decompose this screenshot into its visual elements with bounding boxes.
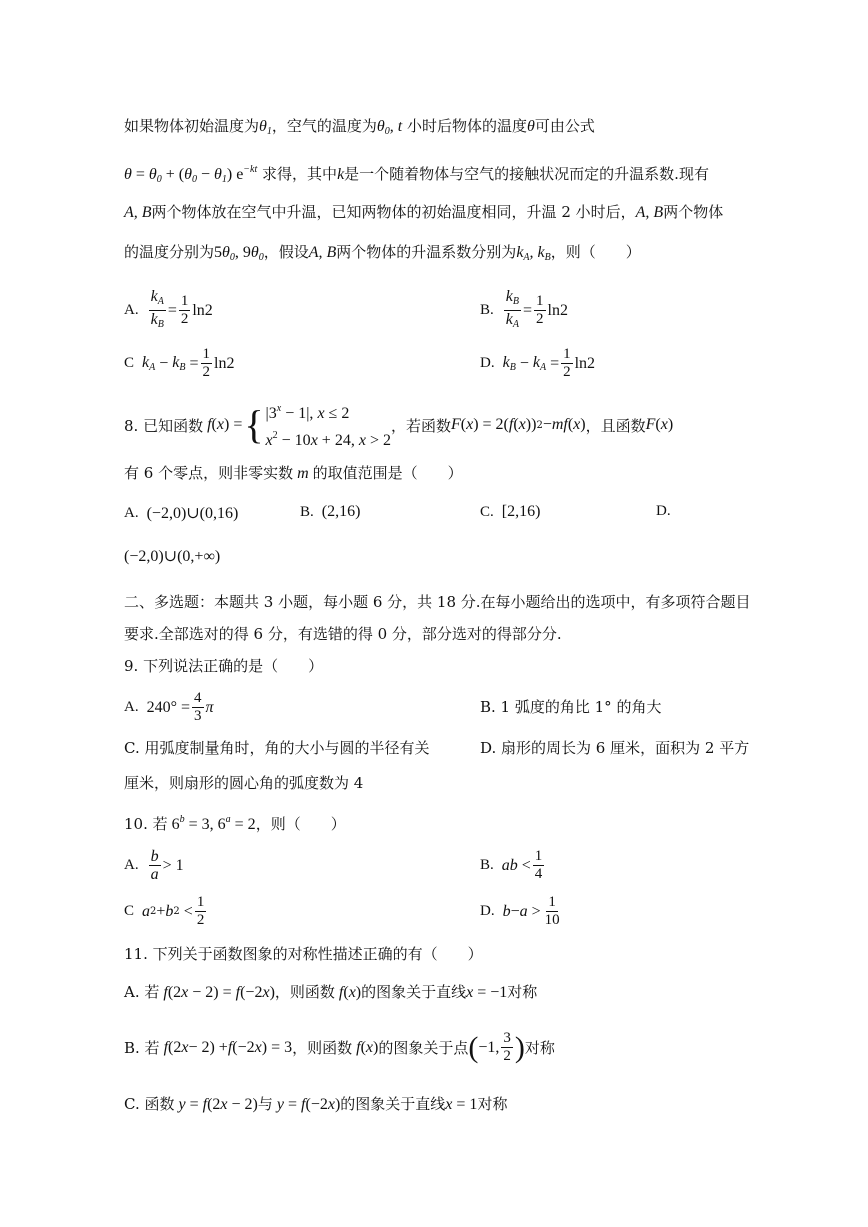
- text: ，则（ ）: [550, 243, 641, 261]
- q11-stem: 11. 下列关于函数图象的对称性描述正确的有（ ）: [124, 945, 483, 963]
- option-label: C: [124, 355, 135, 371]
- intro-line-2: $\theta = \theta_0 + (\theta_0 - \theta_1)$ $e^{-kt}$ 求得，其中k是一个随着物体与空气的接触状况而定的升温系数.现有: [124, 164, 709, 185]
- text: 与: [257, 1095, 273, 1113]
- option-label: D.: [656, 503, 671, 519]
- text: ，若函数: [390, 416, 451, 435]
- option-label: C: [124, 903, 135, 919]
- q10-stem: 10. 若 $6^b = 3$, $6^a = 2$，则（ ）: [124, 814, 346, 833]
- q10-option-b: B. ab < $\frac{1}{4}$: [480, 848, 543, 882]
- intro-line-4: 的温度分别为$5\theta_0$, $9\theta_0$，假设A, B两个物体的升温系数分别为$k_A$, $k_B$，则（ ）: [124, 243, 641, 263]
- q9-stem: 9. 下列说法正确的是（ ）: [124, 657, 324, 675]
- intro-line-3: A, B两个物体放在空气中升温，已知两物体的初始温度相同，升温 2 小时后，A, B两个物体: [124, 203, 724, 221]
- q9-option-b: B. 1 弧度的角比 1° 的角大: [480, 698, 662, 716]
- text: ，则函数: [292, 1039, 353, 1057]
- q10-option-d: D. b − a > $\frac{1}{10}$: [480, 894, 560, 928]
- text: 小时后物体的温度: [406, 117, 527, 135]
- option-label: C.: [480, 503, 494, 520]
- text: 有 6 个零点，则非零实数: [124, 464, 294, 482]
- text: 的图象关于直线: [340, 1095, 446, 1113]
- option-label: D.: [480, 903, 495, 919]
- q9-option-a: A. 240° = $\frac{4}{3}$ π: [124, 690, 214, 724]
- text: 求得，其中: [262, 165, 338, 183]
- option-label: B.: [480, 302, 494, 318]
- option-label: A.: [124, 857, 139, 873]
- q7-option-a: A. $\frac{k_A}{k_B}$ = $\frac{1}{2}$ ln2: [124, 288, 213, 330]
- option-label: A.: [124, 302, 139, 318]
- q9-option-d: D. 扇形的周长为 6 厘米，面积为 2 平方: [480, 739, 750, 757]
- text: 8. 已知函数: [124, 416, 204, 435]
- text: 的温度分别为: [124, 243, 215, 261]
- q9-option-c: C. 用弧度制量角时，角的大小与圆的半径有关: [124, 739, 430, 757]
- text: ，空气的温度为: [271, 117, 377, 135]
- option-label: B.: [300, 503, 314, 520]
- text: ，且函数: [585, 416, 646, 435]
- q8-option-a: A. (−2,0)∪(0,16): [124, 504, 239, 522]
- text: C. 函数: [124, 1095, 175, 1113]
- text: ，假设: [263, 243, 309, 261]
- q8-stem: 8. 已知函数 f ( x ) = { $|3^x - 1|$, x ≤ 2 $x^2 - 10x + 24$, x > 2 ，若函数 F ( x ) = 2( f ( x )) 2 − mf ( x ) ，且函数 F ( x ): [124, 402, 674, 449]
- q8-option-c: C. [2,16): [480, 503, 541, 520]
- text: 的取值范围是（ ）: [312, 464, 463, 482]
- text: ，则函数: [274, 983, 335, 1001]
- q8-stem-2: 有 6 个零点，则非零实数 m 的取值范围是（ ）: [124, 464, 463, 482]
- text: 两个物体的升温系数分别为: [336, 243, 517, 261]
- q9-option-d-cont: 厘米，则扇形的圆心角的弧度数为 4: [124, 774, 364, 792]
- q8-option-d: [656, 503, 679, 520]
- text: 可由公式: [534, 117, 595, 135]
- text: 是一个随着物体与空气的接触状况而定的升温系数.现有: [344, 165, 709, 183]
- q10-option-a: A. $\frac{b}{a}$ > 1: [124, 848, 184, 883]
- q10-option-c: C a 2 + b 2 < $\frac{1}{2}$: [124, 894, 205, 928]
- text: B. 若: [124, 1039, 160, 1057]
- q8-option-d-value: (−2,0)∪(0,+∞): [124, 548, 221, 565]
- text: 对称: [477, 1095, 508, 1113]
- intro-line-1: 如果物体初始温度为$\theta_1$，空气的温度为$\theta_0$, t 小时后物体的温度θ可由公式: [124, 117, 595, 137]
- section2-line-2: 要求.全部选对的得 6 分，有选错的得 0 分，部分选对的得部分分.: [124, 625, 562, 643]
- text: A. 若: [124, 983, 160, 1001]
- q8-option-b: B. (2,16): [300, 503, 361, 520]
- text: 对称: [507, 983, 538, 1001]
- text: 的图象关于直线: [361, 983, 467, 1001]
- text: 两个物体: [663, 203, 724, 221]
- option-label: B.: [480, 857, 494, 873]
- q7-option-d: D. $k_B$ − $k_A$ = $\frac{1}{2}$ ln2: [480, 346, 596, 380]
- text: 10. 若: [124, 815, 168, 833]
- option-label: D.: [480, 355, 495, 371]
- q11-option-c: C. 函数 y = f(2x − 2)与 y = f(−2x)的图象关于直线x = 1对称: [124, 1095, 508, 1113]
- q11-option-b: B. 若 f (2 x − 2) + f (−2 x ) = 3 ，则函数 f ( x ) 的图象关于点 ( −1, $\frac{3}{2}$ ) 对称: [124, 1030, 555, 1064]
- q11-option-a: A. 若 f(2x − 2) = f(−2x)，则函数 f(x)的图象关于直线x = −1对称: [124, 983, 538, 1001]
- option-label: A.: [124, 504, 139, 521]
- section2-line-1: 二、多选题：本题共 3 小题，每小题 6 分，共 18 分.在每小题给出的选项中，有多项符合题目: [124, 593, 751, 611]
- text: 如果物体初始温度为: [124, 117, 260, 135]
- text: 对称: [524, 1039, 555, 1057]
- text: ，则（ ）: [255, 815, 346, 833]
- text: 的图象关于点: [378, 1039, 469, 1057]
- text: 两个物体放在空气中升温，已知两物体的初始温度相同，升温 2 小时后，: [151, 203, 636, 221]
- q7-option-b: B. $\frac{k_B}{k_A}$ = $\frac{1}{2}$ ln2: [480, 288, 568, 330]
- option-label: A.: [124, 699, 139, 715]
- q7-option-c: C $k_A$ − $k_B$ = $\frac{1}{2}$ ln2: [124, 346, 235, 380]
